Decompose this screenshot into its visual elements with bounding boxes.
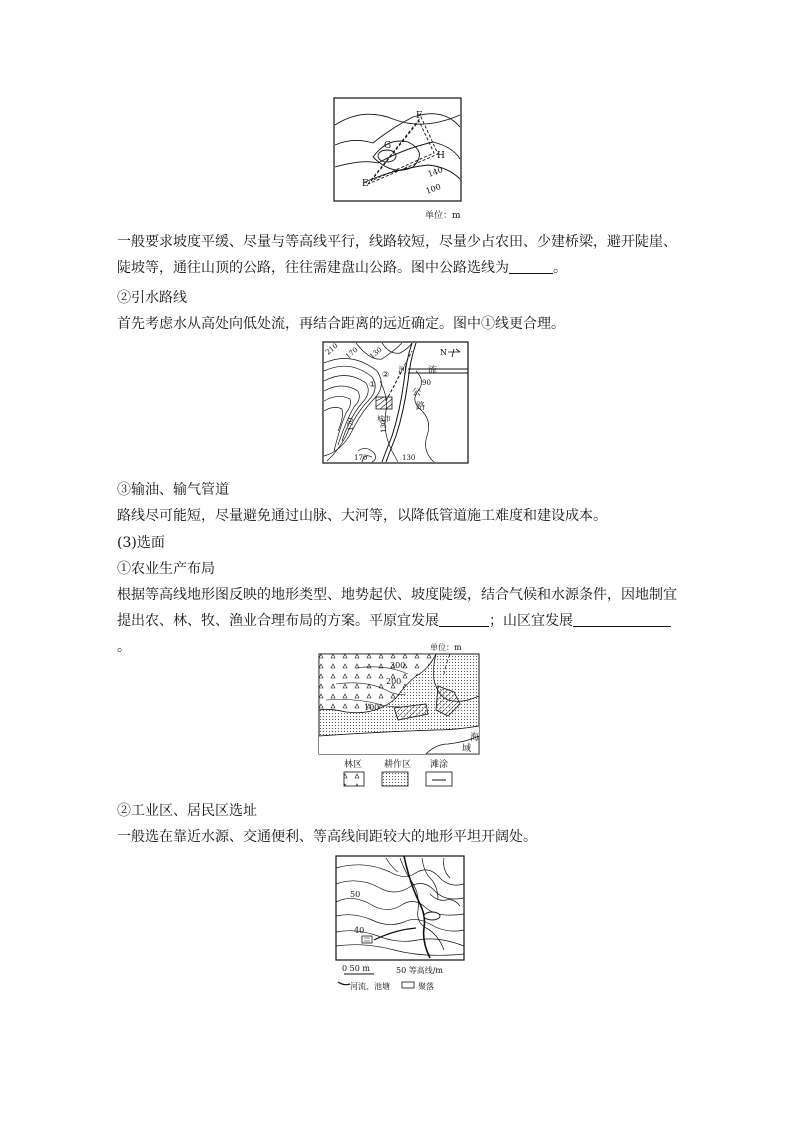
heading-pipeline: ③输油、输气管道 — [117, 482, 229, 498]
paragraph-industry: 一般选在靠近水源、交通便利、等高线间距较大的地形平坦开阔处。 — [117, 829, 537, 845]
contour-map-road — [333, 97, 463, 222]
contour-170-left: 170 — [347, 417, 355, 431]
river-legend-icon — [338, 982, 350, 985]
road-label-1: 公 — [412, 388, 422, 398]
contour-130-bottom: 130 — [402, 454, 416, 462]
contour-100: 100 — [364, 703, 380, 712]
north-label: N — [440, 348, 447, 357]
unit-label: 单位：m — [430, 643, 462, 652]
heading-industry: ②工业区、居民区选址 — [117, 803, 257, 819]
river-label-1: 河 — [398, 366, 408, 376]
legend-forest-swatch — [344, 772, 364, 786]
label-G: G — [384, 141, 392, 151]
water-route-map — [322, 341, 470, 465]
paragraph-road — [117, 229, 683, 281]
city-label: 城市 — [377, 415, 391, 423]
agri-end: 。 — [117, 639, 131, 655]
contour-40: 40 — [354, 926, 365, 935]
contour-200: 200 — [386, 677, 402, 686]
answer-blank-plain[interactable] — [439, 612, 489, 627]
sea-label-1: 海 — [470, 733, 480, 743]
label-E: E — [362, 179, 369, 189]
contour-130-mid: 130 — [380, 419, 388, 433]
legend-forest-label: 林区 — [344, 760, 363, 770]
road-label-2: 路 — [416, 402, 426, 412]
answer-blank-mountain[interactable] — [573, 612, 671, 627]
contour-100: 100 — [424, 182, 443, 196]
legend-farmland-label: 耕作区 — [384, 760, 412, 770]
settlement-site-map — [334, 854, 466, 996]
paragraph-water: 首先考虑水从高处向低处流，再结合距离的远近确定。图中①线更合理。 — [117, 316, 565, 332]
route-2-label: ② — [382, 370, 390, 379]
river-label-2: 流 — [428, 366, 438, 376]
unit-label: 单位：m — [425, 211, 461, 221]
settlement-legend-icon — [402, 982, 414, 988]
road-text: 一般要求坡度平缓、尽量与等高线平行，线路较短，尽量少占农田、少建桥梁，避开陡崖、陡坡等，通往山顶的公路，往往需建盘山公路。图中公路选线为 — [117, 234, 677, 276]
settlement-legend-label: 聚落 — [418, 982, 434, 991]
contour-300: 300 — [390, 661, 406, 670]
contour-130-top: 130 — [368, 345, 384, 361]
answer-blank-road[interactable] — [509, 259, 553, 274]
contour-90: 90 — [422, 379, 431, 387]
heading-water: ②引水路线 — [117, 290, 187, 306]
paragraph-pipeline: 路线尽可能短，尽量避免通过山脉、大河等，以降低管道施工难度和建设成本。 — [117, 508, 607, 524]
heading-area: (3)选面 — [117, 535, 165, 551]
river-legend-label: 河流、池塘 — [350, 982, 390, 991]
legend-mudflat-swatch — [426, 772, 452, 786]
sea-label-2: 域 — [462, 744, 472, 754]
legend-farmland-swatch — [382, 772, 408, 786]
label-H: H — [437, 151, 445, 161]
road-end: 。 — [553, 260, 567, 276]
contour-170-top: 170 — [344, 345, 360, 361]
legend-mudflat-label: 滩涂 — [430, 760, 449, 770]
route-1-label: ① — [369, 380, 377, 389]
contour-170-bottom: 170 — [354, 454, 368, 462]
label-F: F — [416, 111, 423, 121]
agri-text: 根据等高线地形图反映的地形类型、地势起伏、坡度陡缓，结合气候和水源条件，因地制宜提出农、林、牧、渔业合理布局的方案。平原宜发展 — [117, 587, 677, 629]
contour-140: 140 — [426, 165, 445, 179]
contour-210: 210 — [324, 341, 340, 357]
contour-legend-label: 50 等高线/m — [396, 966, 444, 975]
land-use-map — [316, 640, 484, 792]
heading-agriculture: ①农业生产布局 — [117, 561, 215, 577]
contour-50: 50 — [350, 890, 361, 899]
scale-label: 0 50 m — [342, 964, 370, 973]
agri-mid: ；山区宜发展 — [489, 613, 573, 629]
